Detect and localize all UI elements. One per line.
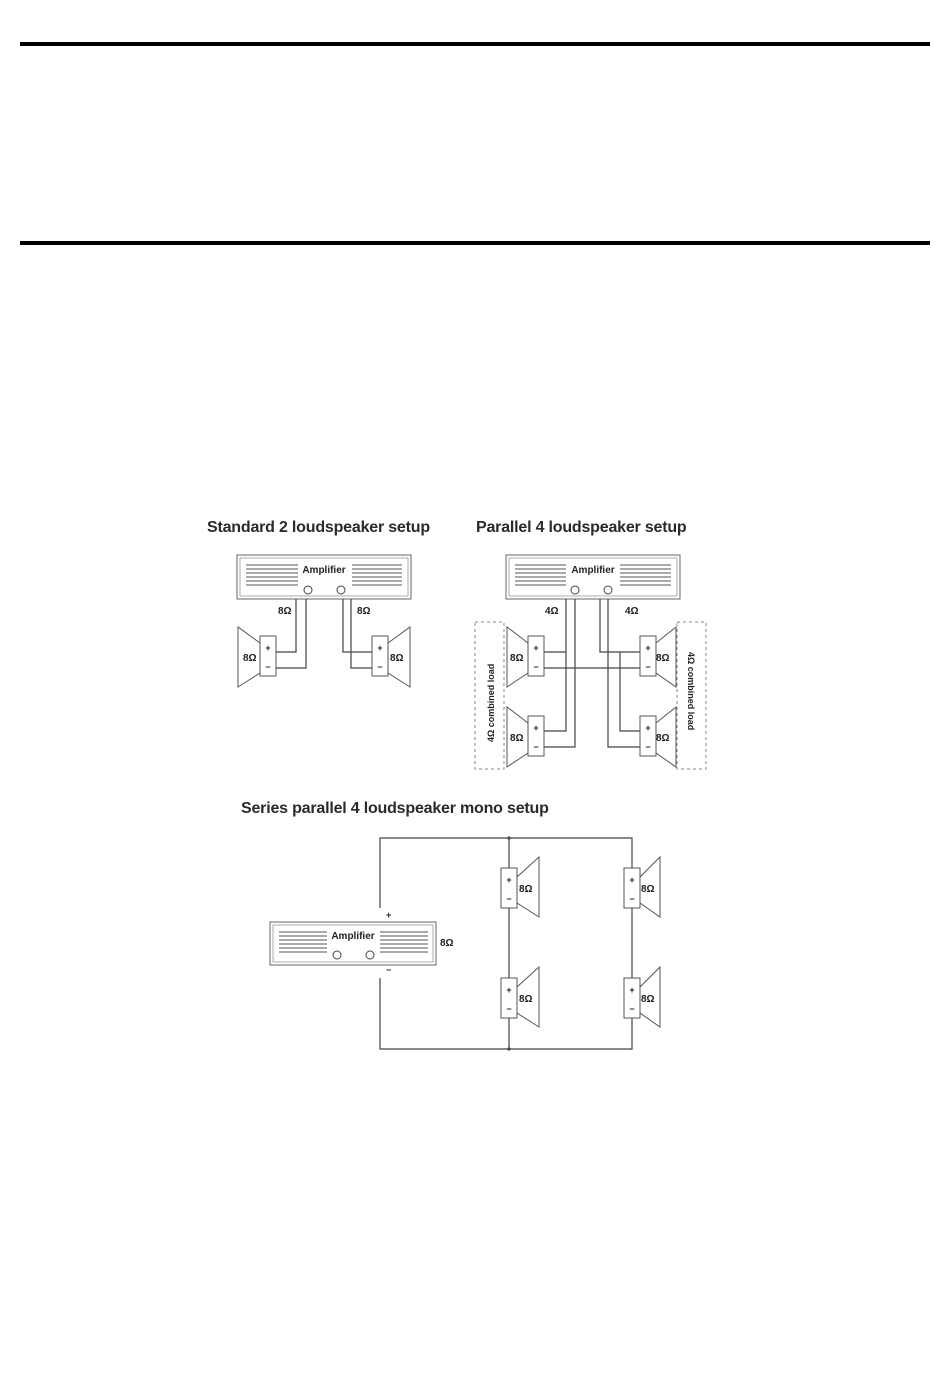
series-speaker-top-right-impedance: 8Ω	[641, 884, 655, 895]
svg-text:−: −	[629, 894, 635, 904]
amplifier-label: Amplifier	[302, 565, 346, 576]
standard-speaker-left-impedance: 8Ω	[243, 653, 257, 664]
standard-speaker-right-impedance: 8Ω	[390, 653, 404, 664]
svg-text:+: +	[265, 643, 271, 653]
volume-knob-left-icon	[333, 951, 341, 959]
series-parallel-minus-terminal: −	[386, 965, 392, 975]
parallel-speaker-top-left-impedance: 8Ω	[510, 653, 524, 664]
svg-text:−: −	[506, 894, 512, 904]
series-parallel-setup-title: Series parallel 4 loudspeaker mono setup	[241, 800, 549, 817]
amplifier-label: Amplifier	[571, 565, 615, 576]
parallel-combined-load-left-label: 4Ω combined load	[486, 663, 496, 742]
parallel-speaker-top-right-impedance: 8Ω	[656, 653, 670, 664]
svg-text:+: +	[629, 985, 635, 995]
standard-setup-title: Standard 2 loudspeaker setup	[207, 519, 430, 536]
parallel-speaker-bottom-left-impedance: 8Ω	[510, 733, 524, 744]
series-speaker-bottom-right-impedance: 8Ω	[641, 994, 655, 1005]
svg-text:−: −	[265, 662, 271, 672]
standard-out-left-impedance: 8Ω	[278, 606, 292, 617]
svg-text:+: +	[645, 643, 651, 653]
svg-text:+: +	[533, 643, 539, 653]
svg-text:−: −	[533, 662, 539, 672]
parallel-out-right-impedance: 4Ω	[625, 606, 639, 617]
svg-text:+: +	[506, 985, 512, 995]
series-parallel-output-impedance: 8Ω	[440, 938, 454, 949]
svg-text:−: −	[533, 742, 539, 752]
parallel-combined-load-right-label: 4Ω combined load	[686, 652, 696, 731]
svg-text:+: +	[629, 875, 635, 885]
volume-knob-right-icon	[366, 951, 374, 959]
svg-text:+: +	[533, 723, 539, 733]
svg-text:+: +	[645, 723, 651, 733]
amplifier-label: Amplifier	[331, 931, 375, 942]
series-speaker-bottom-left-impedance: 8Ω	[519, 994, 533, 1005]
svg-text:−: −	[377, 662, 383, 672]
svg-text:−: −	[645, 662, 651, 672]
svg-text:+: +	[377, 643, 383, 653]
standard-out-right-impedance: 8Ω	[357, 606, 371, 617]
svg-text:−: −	[629, 1004, 635, 1014]
parallel-out-left-impedance: 4Ω	[545, 606, 559, 617]
series-parallel-plus-terminal: +	[386, 910, 392, 920]
svg-text:+: +	[506, 875, 512, 885]
series-speaker-top-left-impedance: 8Ω	[519, 884, 533, 895]
parallel-setup-title: Parallel 4 loudspeaker setup	[476, 519, 687, 536]
series-parallel-amplifier	[270, 922, 436, 965]
svg-text:−: −	[645, 742, 651, 752]
parallel-speaker-bottom-right-impedance: 8Ω	[656, 733, 670, 744]
svg-text:−: −	[506, 1004, 512, 1014]
